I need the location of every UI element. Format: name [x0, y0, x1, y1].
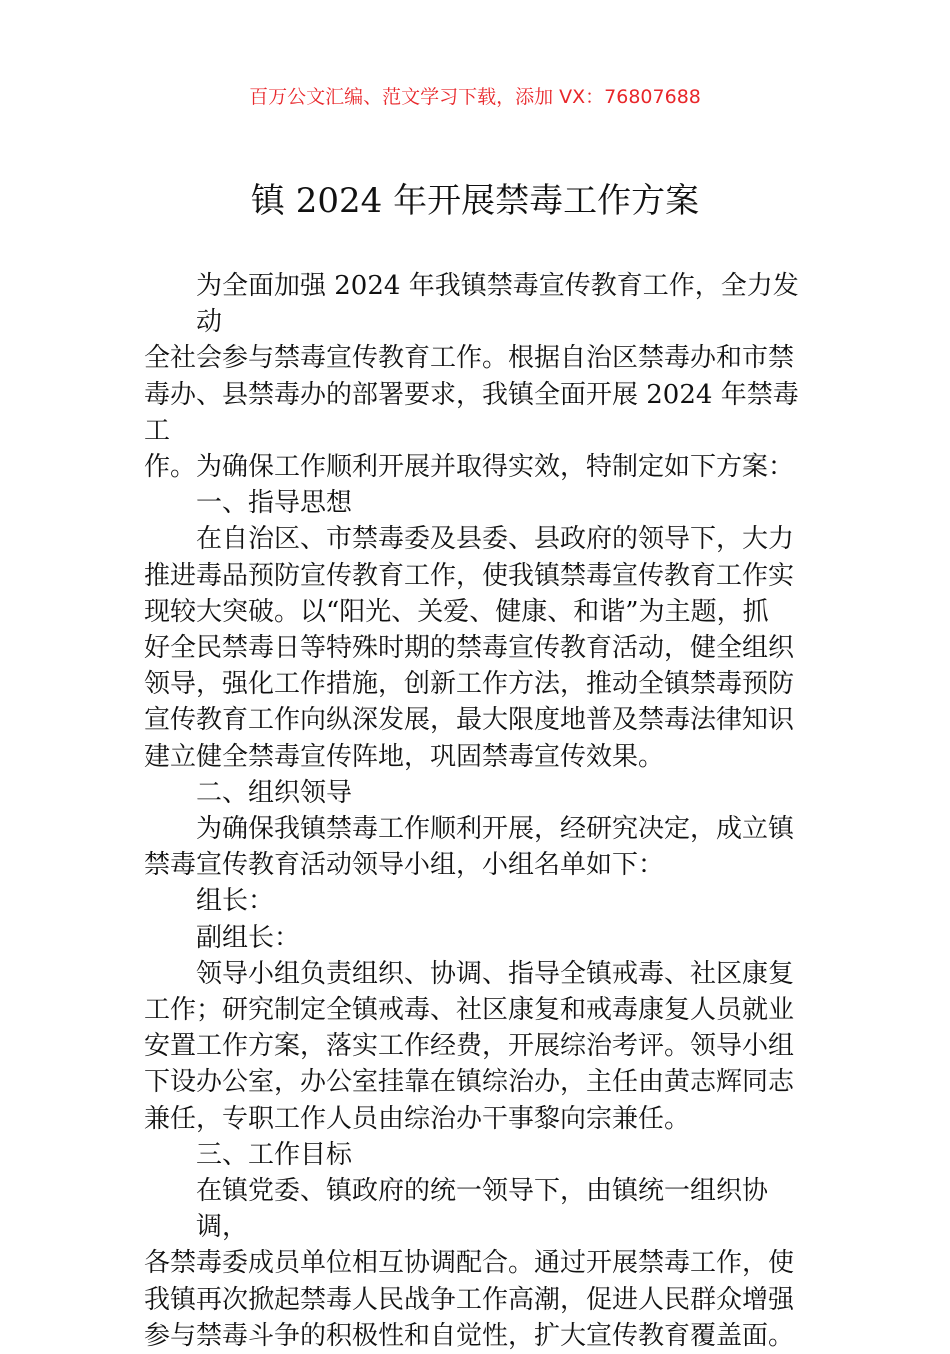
body-line: 组长：: [196, 886, 275, 917]
body-line: 二、组织领导: [196, 777, 353, 808]
body-line: 为全面加强 2024 年我镇禁毒宣传教育工作，全力发动: [196, 271, 799, 338]
body-line: 禁毒宣传教育活动领导小组，小组名单如下：: [144, 850, 665, 881]
body-line: 作。为确保工作顺利开展并取得实效，特制定如下方案：: [144, 452, 795, 483]
body-line: 宣传教育工作向纵深发展，最大限度地普及禁毒法律知识: [144, 705, 795, 736]
body-line: 三、工作目标: [196, 1139, 353, 1170]
body-line: 为确保我镇禁毒工作顺利开展，经研究决定，成立镇: [196, 814, 795, 845]
document-body: [144, 268, 816, 1354]
body-line: 现较大突破。以“阳光、关爱、健康、和谐”为主题，抓: [144, 596, 769, 627]
body-line: 全社会参与禁毒宣传教育工作。根据自治区禁毒办和市禁: [144, 343, 795, 374]
body-line: 兼任，专职工作人员由综治办干事黎向宗兼任。: [144, 1103, 691, 1134]
body-line: 安置工作方案，落实工作经费，开展综治考评。领导小组: [144, 1031, 795, 1062]
body-line: 推进毒品预防宣传教育工作，使我镇禁毒宣传教育工作实: [144, 560, 795, 591]
body-line: 在镇党委、镇政府的统一领导下，由镇统一组织协调，: [196, 1176, 769, 1243]
body-line: 领导，强化工作措施，创新工作方法，推动全镇禁毒预防: [144, 669, 795, 700]
body-line: 毒办、县禁毒办的部署要求，我镇全面开展 2024 年禁毒工: [144, 379, 799, 446]
body-line: 好全民禁毒日等特殊时期的禁毒宣传教育活动，健全组织: [144, 633, 795, 664]
header-note: 百万公文汇编、范文学习下载，添加 VX：76807688: [249, 86, 701, 108]
body-line: 各禁毒委成员单位相互协调配合。通过开展禁毒工作，使: [144, 1248, 795, 1279]
body-line: 参与禁毒斗争的积极性和自觉性，扩大宣传教育覆盖面。: [144, 1320, 795, 1351]
body-line: 建立健全禁毒宣传阵地，巩固禁毒宣传效果。: [144, 741, 665, 772]
body-line: 下设办公室，办公室挂靠在镇综治办，主任由黄志辉同志: [144, 1067, 795, 1098]
body-line: 工作；研究制定全镇戒毒、社区康复和戒毒康复人员就业: [144, 995, 795, 1026]
body-line: 领导小组负责组织、协调、指导全镇戒毒、社区康复: [196, 958, 795, 989]
body-line: 一、指导思想: [196, 488, 353, 519]
body-line: 我镇再次掀起禁毒人民战争工作高潮，促进人民群众增强: [144, 1284, 795, 1315]
body-line: 副组长：: [196, 922, 301, 953]
body-line: 在自治区、市禁毒委及县委、县政府的领导下，大力: [196, 524, 795, 555]
document-title: 镇 2024 年开展禁毒工作方案: [250, 181, 700, 221]
